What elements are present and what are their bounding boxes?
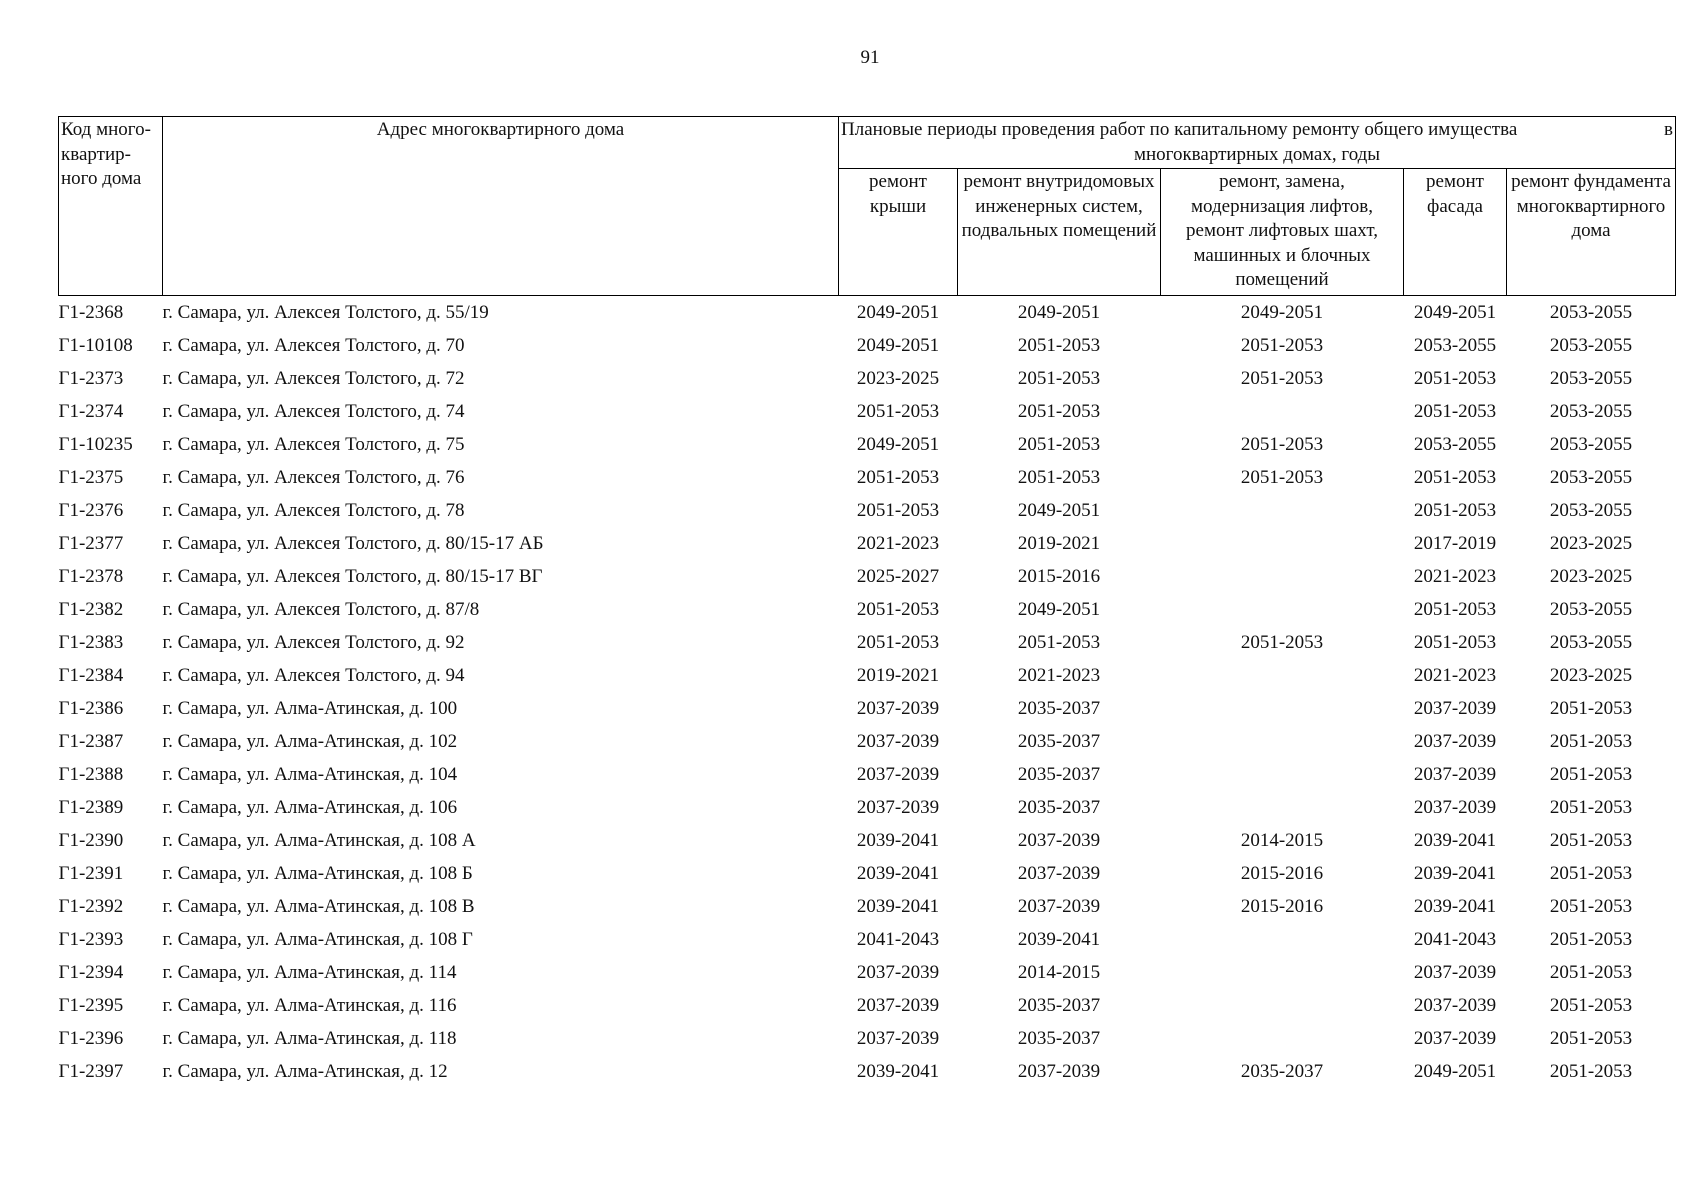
- cell-facade: 2021-2023: [1413, 565, 1497, 587]
- cell-facade: 2037-2039: [1413, 763, 1497, 785]
- cell-engineering: 2014-2015: [1017, 961, 1101, 983]
- cell-elevators: [1161, 494, 1404, 527]
- cell-engineering: 2037-2039: [1017, 862, 1101, 884]
- header-code: Код много-квартир-ного дома: [59, 117, 163, 296]
- cell-engineering: 2049-2051: [1017, 598, 1101, 620]
- cell-engineering: 2049-2051: [1017, 301, 1101, 323]
- cell-engineering: 2035-2037: [1017, 1027, 1101, 1049]
- cell-address: г. Самара, ул. Алма-Атинская, д. 100: [162, 697, 458, 719]
- cell-roof: 2037-2039: [856, 763, 940, 785]
- cell-elevators: [1161, 956, 1404, 989]
- cell-roof: 2037-2039: [856, 730, 940, 752]
- cell-code: Г1-2396: [58, 1027, 124, 1049]
- table-row: [59, 923, 1676, 956]
- cell-foundation: 2053-2055: [1549, 367, 1633, 389]
- cell-code: Г1-2390: [58, 829, 124, 851]
- cell-foundation: 2053-2055: [1549, 400, 1633, 422]
- cell-foundation: 2053-2055: [1549, 499, 1633, 521]
- cell-engineering: 2035-2037: [1017, 994, 1101, 1016]
- cell-engineering: 2051-2053: [1017, 367, 1101, 389]
- cell-engineering: 2035-2037: [1017, 730, 1101, 752]
- header-row-top: [59, 117, 1676, 169]
- cell-code: Г1-10108: [58, 334, 133, 356]
- cell-roof: 2039-2041: [856, 1060, 940, 1082]
- cell-foundation: 2053-2055: [1549, 598, 1633, 620]
- cell-elevators: 2014-2015: [1240, 829, 1324, 851]
- cell-address: г. Самара, ул. Алексея Толстого, д. 80/15-17 ВГ: [162, 565, 543, 587]
- cell-roof: 2037-2039: [856, 796, 940, 818]
- cell-engineering: 2021-2023: [1017, 664, 1101, 686]
- cell-foundation: 2051-2053: [1549, 697, 1633, 719]
- table-row: [59, 824, 1676, 857]
- cell-foundation: 2023-2025: [1549, 532, 1633, 554]
- cell-elevators: [1161, 560, 1404, 593]
- cell-elevators: [1161, 791, 1404, 824]
- cell-facade: 2053-2055: [1413, 433, 1497, 455]
- cell-address: г. Самара, ул. Алма-Атинская, д. 108 А: [162, 829, 476, 851]
- capital-repair-plan-table: [58, 116, 1676, 1088]
- table-header: [59, 117, 1676, 296]
- cell-elevators: [1161, 758, 1404, 791]
- header-address: Адрес многоквартирного дома: [163, 117, 839, 296]
- cell-address: г. Самара, ул. Алма-Атинская, д. 104: [162, 763, 458, 785]
- cell-foundation: 2051-2053: [1549, 928, 1633, 950]
- cell-roof: 2037-2039: [856, 697, 940, 719]
- table-row: [59, 626, 1676, 659]
- cell-address: г. Самара, ул. Алма-Атинская, д. 108 Б: [162, 862, 473, 884]
- cell-facade: 2037-2039: [1413, 730, 1497, 752]
- cell-code: Г1-2391: [58, 862, 124, 884]
- cell-foundation: 2051-2053: [1549, 1060, 1633, 1082]
- cell-code: Г1-2378: [58, 565, 124, 587]
- header-periods-text: Плановые периоды проведения работ по капитальному ремонту общего имущества: [841, 119, 1518, 140]
- table-row: [59, 659, 1676, 692]
- cell-code: Г1-2377: [58, 532, 124, 554]
- cell-elevators: 2051-2053: [1240, 334, 1324, 356]
- table-row: [59, 758, 1676, 791]
- table-row: [59, 890, 1676, 923]
- cell-address: г. Самара, ул. Алексея Толстого, д. 74: [162, 400, 465, 422]
- cell-code: Г1-2374: [58, 400, 124, 422]
- cell-address: г. Самара, ул. Алексея Толстого, д. 72: [162, 367, 465, 389]
- cell-elevators: 2051-2053: [1240, 433, 1324, 455]
- cell-roof: 2039-2041: [856, 895, 940, 917]
- cell-elevators: 2015-2016: [1240, 895, 1324, 917]
- header-foundation: ремонт фундамента многоквартирного дома: [1507, 169, 1676, 296]
- table-row: [59, 494, 1676, 527]
- cell-code: Г1-2375: [58, 466, 124, 488]
- cell-facade: 2039-2041: [1413, 895, 1497, 917]
- cell-roof: 2021-2023: [856, 532, 940, 554]
- cell-facade: 2017-2019: [1413, 532, 1497, 554]
- table-row: [59, 560, 1676, 593]
- cell-address: г. Самара, ул. Алексея Толстого, д. 94: [162, 664, 465, 686]
- cell-address: г. Самара, ул. Алма-Атинская, д. 118: [162, 1027, 457, 1049]
- cell-address: г. Самара, ул. Алексея Толстого, д. 92: [162, 631, 465, 653]
- cell-elevators: [1161, 923, 1404, 956]
- table-row: [59, 791, 1676, 824]
- cell-roof: 2051-2053: [856, 466, 940, 488]
- cell-code: Г1-2394: [58, 961, 124, 983]
- table-row: [59, 989, 1676, 1022]
- cell-address: г. Самара, ул. Алма-Атинская, д. 108 Г: [162, 928, 473, 950]
- cell-elevators: 2051-2053: [1240, 631, 1324, 653]
- table-body: [59, 296, 1676, 1089]
- table-row: [59, 1022, 1676, 1055]
- cell-facade: 2037-2039: [1413, 994, 1497, 1016]
- cell-engineering: 2035-2037: [1017, 697, 1101, 719]
- cell-engineering: 2051-2053: [1017, 433, 1101, 455]
- cell-code: Г1-2386: [58, 697, 124, 719]
- cell-code: Г1-2395: [58, 994, 124, 1016]
- cell-code: Г1-2388: [58, 763, 124, 785]
- table-row: [59, 857, 1676, 890]
- cell-code: Г1-10235: [58, 433, 133, 455]
- cell-address: г. Самара, ул. Алма-Атинская, д. 116: [162, 994, 457, 1016]
- header-elevators: ремонт, замена, модернизация лифтов, ремонт лифтовых шахт, машинных и блочных помещений: [1161, 169, 1404, 296]
- table-row: [59, 329, 1676, 362]
- cell-elevators: [1161, 593, 1404, 626]
- cell-facade: 2037-2039: [1413, 697, 1497, 719]
- cell-roof: 2019-2021: [856, 664, 940, 686]
- cell-facade: 2039-2041: [1413, 829, 1497, 851]
- cell-engineering: 2035-2037: [1017, 796, 1101, 818]
- cell-roof: 2039-2041: [856, 829, 940, 851]
- cell-roof: 2051-2053: [856, 499, 940, 521]
- cell-engineering: 2037-2039: [1017, 1060, 1101, 1082]
- cell-code: Г1-2382: [58, 598, 124, 620]
- cell-engineering: 2051-2053: [1017, 400, 1101, 422]
- cell-address: г. Самара, ул. Алексея Толстого, д. 87/8: [162, 598, 480, 620]
- cell-facade: 2051-2053: [1413, 466, 1497, 488]
- cell-facade: 2051-2053: [1413, 598, 1497, 620]
- cell-facade: 2041-2043: [1413, 928, 1497, 950]
- cell-elevators: 2015-2016: [1240, 862, 1324, 884]
- cell-facade: 2051-2053: [1413, 499, 1497, 521]
- table-row: [59, 692, 1676, 725]
- cell-engineering: 2015-2016: [1017, 565, 1101, 587]
- cell-foundation: 2053-2055: [1549, 301, 1633, 323]
- cell-facade: 2037-2039: [1413, 1027, 1497, 1049]
- page-number: 91: [860, 47, 880, 68]
- cell-foundation: 2051-2053: [1549, 829, 1633, 851]
- cell-address: г. Самара, ул. Алексея Толстого, д. 76: [162, 466, 465, 488]
- cell-foundation: 2051-2053: [1549, 1027, 1633, 1049]
- cell-engineering: 2037-2039: [1017, 829, 1101, 851]
- cell-roof: 2049-2051: [856, 433, 940, 455]
- cell-roof: 2049-2051: [856, 334, 940, 356]
- cell-elevators: [1161, 527, 1404, 560]
- cell-roof: 2051-2053: [856, 400, 940, 422]
- table-row: [59, 395, 1676, 428]
- cell-elevators: [1161, 659, 1404, 692]
- cell-elevators: [1161, 1022, 1404, 1055]
- cell-engineering: 2019-2021: [1017, 532, 1101, 554]
- cell-address: г. Самара, ул. Алма-Атинская, д. 106: [162, 796, 458, 818]
- cell-engineering: 2051-2053: [1017, 466, 1101, 488]
- cell-roof: 2039-2041: [856, 862, 940, 884]
- cell-code: Г1-2389: [58, 796, 124, 818]
- cell-engineering: 2049-2051: [1017, 499, 1101, 521]
- cell-address: г. Самара, ул. Алексея Толстого, д. 55/19: [162, 301, 489, 323]
- cell-foundation: 2051-2053: [1549, 961, 1633, 983]
- cell-engineering: 2035-2037: [1017, 763, 1101, 785]
- table-row: [59, 428, 1676, 461]
- cell-roof: 2025-2027: [856, 565, 940, 587]
- table-row: [59, 527, 1676, 560]
- cell-facade: 2037-2039: [1413, 961, 1497, 983]
- table-row: [59, 725, 1676, 758]
- cell-elevators: 2049-2051: [1240, 301, 1324, 323]
- cell-address: г. Самара, ул. Алексея Толстого, д. 70: [162, 334, 465, 356]
- cell-address: г. Самара, ул. Алма-Атинская, д. 12: [162, 1060, 448, 1082]
- header-roof: ремонт крыши: [839, 169, 958, 296]
- cell-foundation: 2051-2053: [1549, 763, 1633, 785]
- cell-address: г. Самара, ул. Алма-Атинская, д. 114: [162, 961, 457, 983]
- cell-foundation: 2051-2053: [1549, 796, 1633, 818]
- cell-foundation: 2053-2055: [1549, 334, 1633, 356]
- cell-elevators: [1161, 725, 1404, 758]
- cell-foundation: 2051-2053: [1549, 730, 1633, 752]
- cell-code: Г1-2373: [58, 367, 124, 389]
- table-row: [59, 593, 1676, 626]
- cell-elevators: [1161, 395, 1404, 428]
- cell-facade: 2053-2055: [1413, 334, 1497, 356]
- cell-code: Г1-2384: [58, 664, 124, 686]
- cell-code: Г1-2368: [58, 301, 124, 323]
- cell-code: Г1-2393: [58, 928, 124, 950]
- header-facade: ремонт фасада: [1404, 169, 1507, 296]
- cell-engineering: 2037-2039: [1017, 895, 1101, 917]
- cell-code: Г1-2392: [58, 895, 124, 917]
- cell-address: г. Самара, ул. Алексея Толстого, д. 80/15-17 АБ: [162, 532, 544, 554]
- cell-facade: 2051-2053: [1413, 400, 1497, 422]
- cell-elevators: 2051-2053: [1240, 367, 1324, 389]
- cell-engineering: 2039-2041: [1017, 928, 1101, 950]
- cell-address: г. Самара, ул. Алексея Толстого, д. 75: [162, 433, 465, 455]
- cell-roof: 2023-2025: [856, 367, 940, 389]
- cell-foundation: 2023-2025: [1549, 565, 1633, 587]
- cell-code: Г1-2376: [58, 499, 124, 521]
- cell-foundation: 2053-2055: [1549, 466, 1633, 488]
- header-periods-preposition: в: [1664, 119, 1674, 140]
- cell-elevators: [1161, 989, 1404, 1022]
- cell-code: Г1-2387: [58, 730, 124, 752]
- cell-facade: 2037-2039: [1413, 796, 1497, 818]
- cell-roof: 2037-2039: [856, 994, 940, 1016]
- cell-foundation: 2053-2055: [1549, 631, 1633, 653]
- cell-roof: 2037-2039: [856, 1027, 940, 1049]
- cell-facade: 2049-2051: [1413, 1060, 1497, 1082]
- table-row: [59, 461, 1676, 494]
- cell-foundation: 2023-2025: [1549, 664, 1633, 686]
- cell-code: Г1-2383: [58, 631, 124, 653]
- table-row: [59, 362, 1676, 395]
- cell-foundation: 2051-2053: [1549, 895, 1633, 917]
- cell-address: г. Самара, ул. Алма-Атинская, д. 108 В: [162, 895, 475, 917]
- cell-facade: 2051-2053: [1413, 367, 1497, 389]
- cell-roof: 2049-2051: [856, 301, 940, 323]
- cell-facade: 2021-2023: [1413, 664, 1497, 686]
- header-periods-text-line2: многоквартирных домах, годы: [1133, 143, 1381, 165]
- cell-elevators: [1161, 692, 1404, 725]
- cell-address: г. Самара, ул. Алма-Атинская, д. 102: [162, 730, 458, 752]
- cell-roof: 2051-2053: [856, 598, 940, 620]
- cell-facade: 2049-2051: [1413, 301, 1497, 323]
- cell-elevators: 2035-2037: [1240, 1060, 1324, 1082]
- cell-roof: 2037-2039: [856, 961, 940, 983]
- table-row: [59, 296, 1676, 330]
- header-engineering: ремонт внутридомовых инженерных систем, подвальных помещений: [958, 169, 1161, 296]
- header-periods: [839, 117, 1676, 169]
- cell-foundation: 2053-2055: [1549, 433, 1633, 455]
- cell-code: Г1-2397: [58, 1060, 124, 1082]
- cell-foundation: 2051-2053: [1549, 994, 1633, 1016]
- cell-foundation: 2051-2053: [1549, 862, 1633, 884]
- cell-facade: 2051-2053: [1413, 631, 1497, 653]
- table-row: [59, 1055, 1676, 1088]
- cell-engineering: 2051-2053: [1017, 334, 1101, 356]
- cell-roof: 2051-2053: [856, 631, 940, 653]
- cell-elevators: 2051-2053: [1240, 466, 1324, 488]
- cell-address: г. Самара, ул. Алексея Толстого, д. 78: [162, 499, 465, 521]
- cell-facade: 2039-2041: [1413, 862, 1497, 884]
- table-row: [59, 956, 1676, 989]
- cell-engineering: 2051-2053: [1017, 631, 1101, 653]
- cell-roof: 2041-2043: [856, 928, 940, 950]
